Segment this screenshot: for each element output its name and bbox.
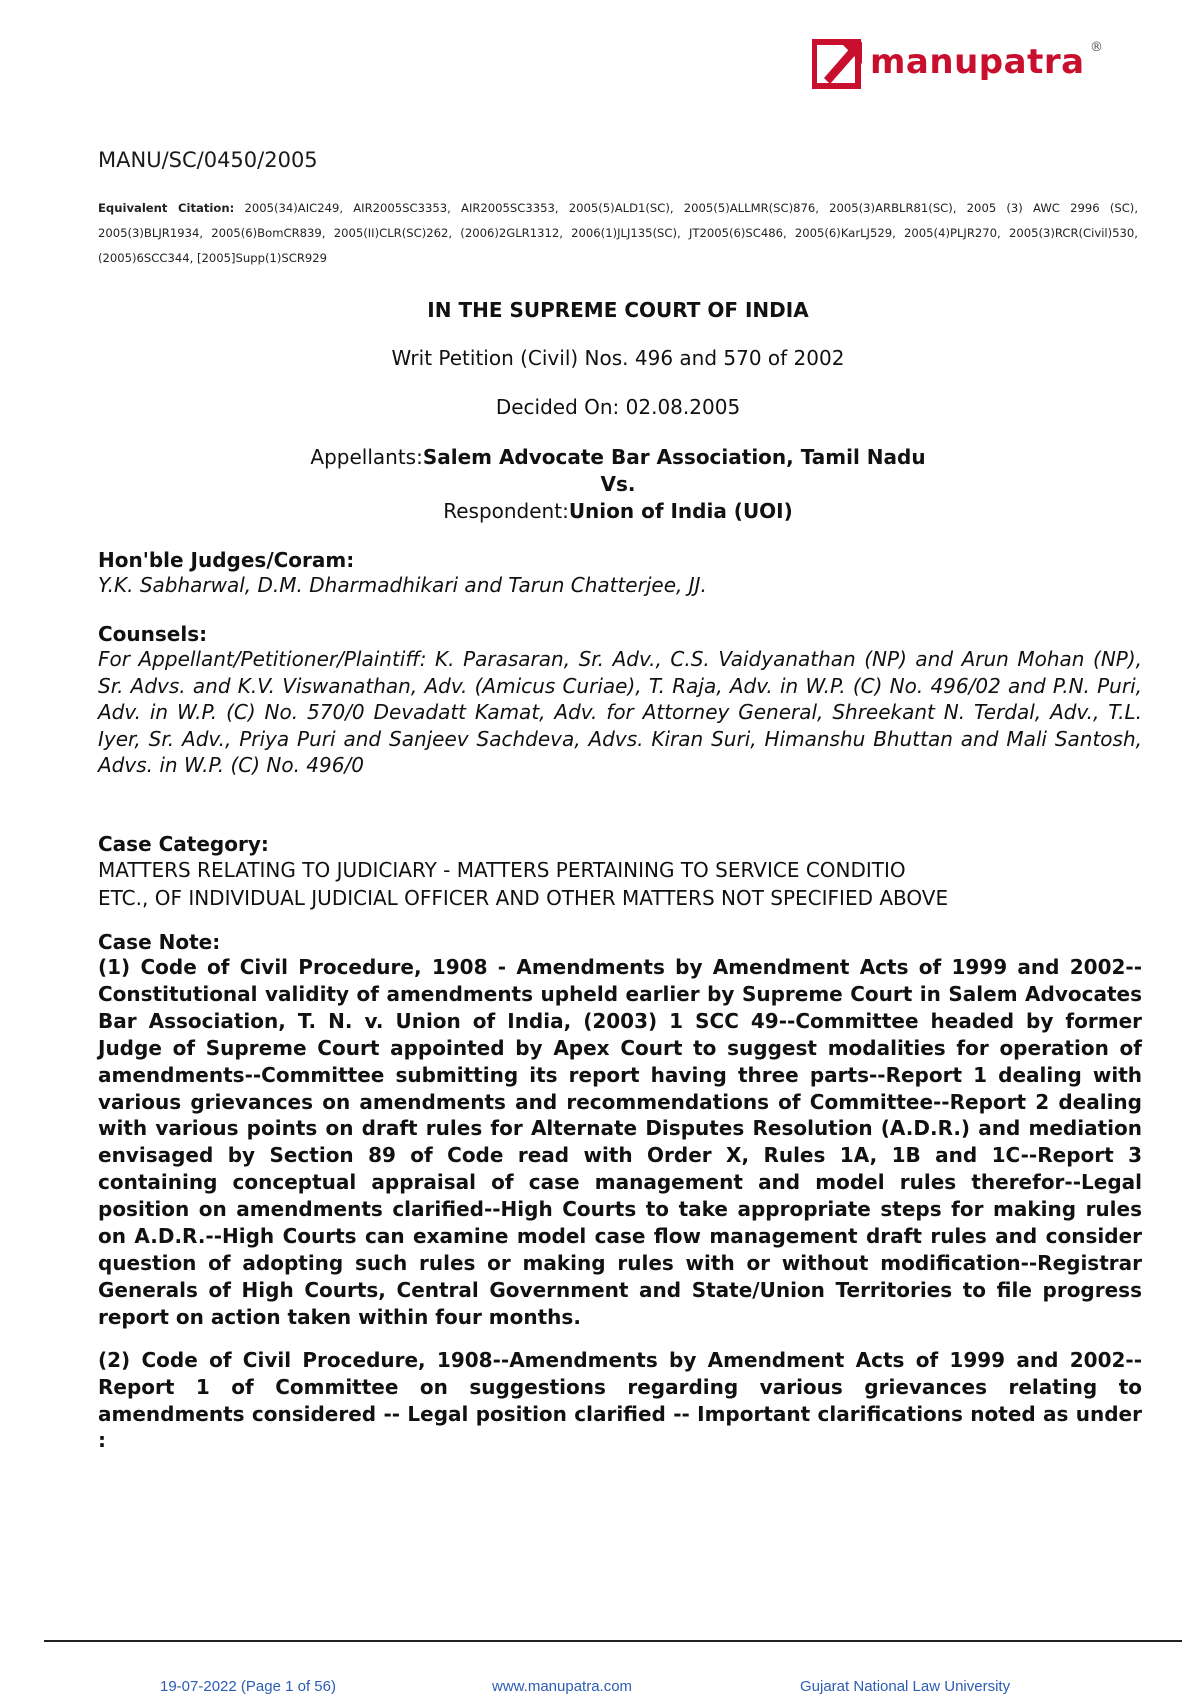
judges-section <box>98 548 1142 599</box>
case-note-paragraph-1: (1) Code of Civil Procedure, 1908 - Amendments by Amendment Acts of 1999 and 2002--Constitutional validity of amendments upheld earlier by Supreme Court in Salem Advocates Bar Association, T. N. v. Union of India, (2003) 1 SCC 49--Committee headed by former Judge of Supreme Court appointed by Apex Court to suggest modalities for operation of amendments--Committee submitting its report having three parts--Report 1 dealing with various grievances on amendments and recommendations of Committee--Report 2 dealing with various points on draft rules for Alternate Disputes Resolution (A.D.R.) and mediation envisaged by Section 89 of Code read with Order X, Rules 1A, 1B and 1C--Report 3 containing conceptual appraisal of case management and model rules therefor--Legal position on amendments clarified--High Courts to take appropriate steps for making rules on A.D.R.--High Courts can examine model case flow management draft rules and consider question of adopting such rules or making rules with or without modification--Registrar Generals of High Courts, Central Government and State/Union Territories to file progress report on action taken within four months. <box>98 955 1142 1329</box>
case-category-line-1: MATTERS RELATING TO JUDICIARY - MATTERS PERTAINING TO SERVICE CONDITIO <box>98 858 906 882</box>
decided-on: Decided On: 02.08.2005 <box>495 395 741 419</box>
footer-date-page: 19-07-2022 (Page 1 of 56) <box>160 1678 336 1695</box>
appellants-label: Appellants: <box>310 445 423 469</box>
footer-institution: Gujarat National Law University <box>800 1678 1011 1695</box>
brand-name: manupatra <box>870 42 1085 82</box>
case-note-title: Case Note: <box>98 930 221 954</box>
counsels-title: Counsels: <box>98 622 208 646</box>
equivalent-citation <box>98 196 1138 271</box>
counsels-section <box>98 622 1142 779</box>
writ-petition: Writ Petition (Civil) Nos. 496 and 570 of 2002 <box>391 346 845 370</box>
footer-website-link[interactable]: www.manupatra.com <box>492 1678 633 1695</box>
case-category-title: Case Category: <box>98 832 269 856</box>
registered-mark: ® <box>1090 40 1103 55</box>
case-category-section <box>98 832 1142 912</box>
citation-id: MANU/SC/0450/2005 <box>98 148 318 172</box>
equivalent-citation-label: Equivalent Citation: <box>98 201 235 215</box>
manupatra-logo <box>812 38 1112 88</box>
equivalent-citation-text: 2005(34)AIC249, AIR2005SC3353, AIR2005SC3353, 2005(5)ALD1(SC), 2005(5)ALLMR(SC)876, 2005(3)ARBLR81(SC), 2005 (3) AWC 2996 (SC), 2005(3)BLJR1934, 2005(6)BomCR839, 2005(II)CLR(SC)262, (2006)2GLR1312, 2006(1)JLJ135(SC), JT2005(6)SC486, 2005(6)KarLJ529, 2005(4)PLJR270, 2005(3)RCR(Civil)530, (2005)6SCC344, [2005]Supp(1)SCR929 <box>98 201 1139 265</box>
counsels-text: For Appellant/Petitioner/Plaintiff: K. Parasaran, Sr. Adv., C.S. Vaidyanathan (NP) and Arun Mohan (NP), Sr. Advs. and K.V. Viswanathan, Adv. (Amicus Curiae), T. Raja, Adv. in W.P. (C) No. 496/02 and P.N. Puri, Adv. in W.P. (C) No. 570/0 Devadatt Kamat, Adv. for Attorney General, Shreekant N. Terdal, Adv., T.L. Iyer, Sr. Adv., Priya Puri and Sanjeev Sachdeva, Advs. Kiran Suri, Himanshu Bhuttan and Mali Santosh, Advs. in W.P. (C) No. 496/0 <box>98 647 1142 777</box>
respondent-name: Union of India (UOI) <box>568 499 793 523</box>
versus: Vs. <box>600 472 636 496</box>
judges-names: Y.K. Sabharwal, D.M. Dharmadhikari and Tarun Chatterjee, JJ. <box>98 573 707 597</box>
case-note-section <box>98 930 1142 1470</box>
parties-block <box>98 444 1138 525</box>
case-category-line-2: ETC., OF INDIVIDUAL JUDICIAL OFFICER AND OTHER MATTERS NOT SPECIFIED ABOVE <box>98 886 949 910</box>
respondent-label: Respondent: <box>443 499 569 523</box>
court-name: IN THE SUPREME COURT OF INDIA <box>427 298 809 322</box>
judges-title: Hon'ble Judges/Coram: <box>98 548 355 572</box>
appellants-name: Salem Advocate Bar Association, Tamil Nadu <box>422 445 926 469</box>
case-note-paragraph-2: (2) Code of Civil Procedure, 1908--Amendments by Amendment Acts of 1999 and 2002--Report 1 of Committee on suggestions regarding various grievances relating to amendments considered -- Legal position clarified -- Important clarifications noted as under : <box>98 1347 1142 1453</box>
footer-divider <box>44 1640 1182 1642</box>
manupatra-logo-icon <box>812 38 864 90</box>
